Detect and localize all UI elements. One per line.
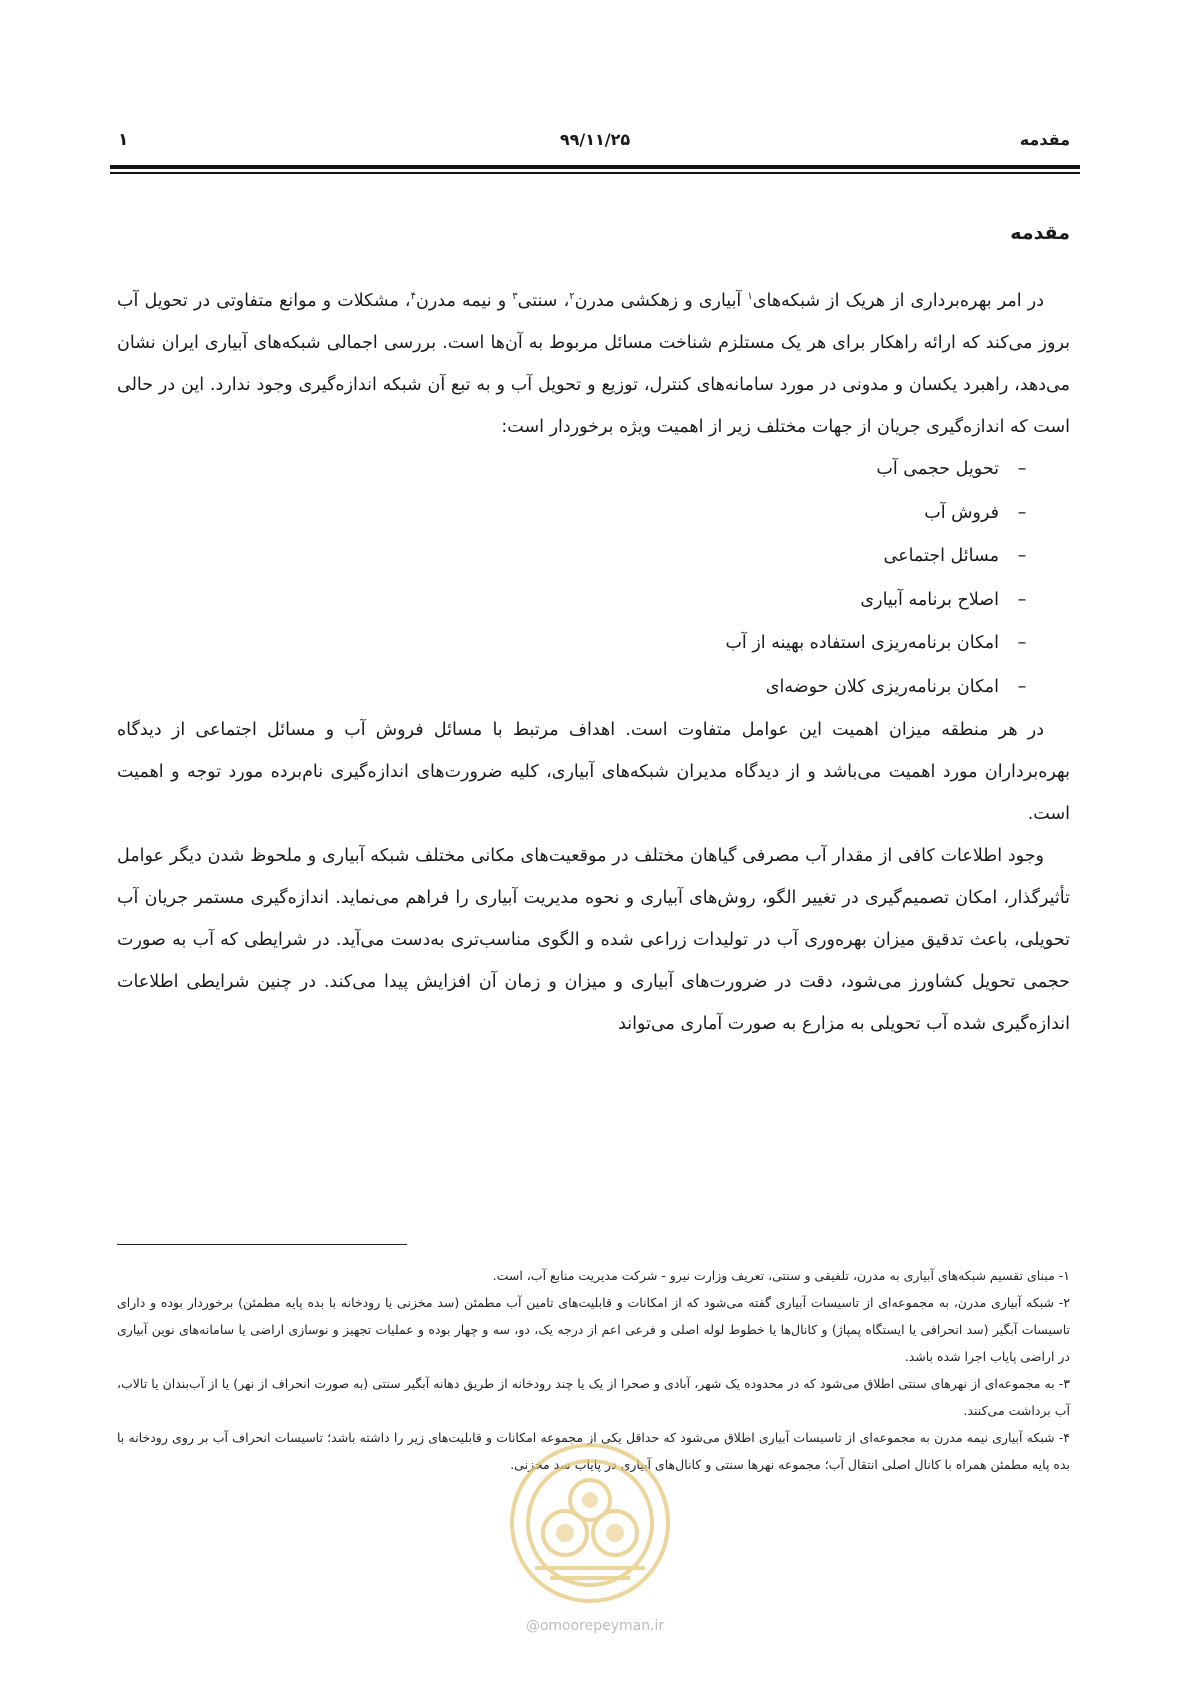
bullet-text: امکان برنامه‌ریزی کلان حوضه‌ای (765, 676, 999, 697)
p1-text-5: ، مشکلات و موانع متفاوتی در تحویل آب بروز می‌کند که ارائه راهکار برای هر یک مستلزم شناخت مسائل مربوط به آن‌ها است. بررسی اجمالی شبکه‌های آبیاری ایران نشان می‌دهد، راهبرد یکسان و مدونی در مورد سامانه‌های کنترل، توزیع و تحویل آب و به تبع آن شبکه اندازه‌گیری وجود ندارد. این در حالی است که اندازه‌گیری جریان از جهات مختلف زیر از اهمیت ویژه برخوردار است: (117, 291, 1070, 437)
footnote-ref-3: ۳ (512, 291, 518, 303)
section-heading: مقدمه (1010, 222, 1070, 244)
footnote-2: ۲- شبکه آبیاری مدرن، به مجموعه‌ای از تاسیسات آبیاری گفته می‌شود که از امکانات و قابلیت‌های تامین آب مطمئن (سد مخزنی یا رودخانه با بده پایه مطمئن) برخوردار بوده و دارای تاسیسات آبگیر (سد انحرافی یا ایستگاه پمپاژ) و کانال‌ها یا خطوط لوله اصلی و فرعی اعم از درجه یک، دو، سه و چهار بوده و عملیات تجهیز و نوسازی اراضی یا سامانه‌های نوین آبیاری در اراضی پایاب اجرا شده باشد. (117, 1295, 1070, 1364)
bullet-text: امکان برنامه‌ریزی استفاده بهینه از آب (725, 633, 999, 653)
bullet-item (117, 579, 1033, 623)
footnote-ref-4: ۴ (410, 291, 416, 303)
footnote-ref-2: ۲ (569, 291, 575, 303)
header-rule-thick (110, 165, 1080, 169)
header-rule-thin (110, 172, 1080, 174)
bullet-dash: – (1017, 676, 1027, 697)
p1-text-2: آبیاری و زهکشی مدرن (574, 291, 748, 311)
watermark-seal-icon (505, 1438, 675, 1608)
paragraph-2: در هر منطقه میزان اهمیت این عوامل متفاوت است. اهداف مرتبط با مسائل فروش آب و مسائل اجتماعی از دیدگاه بهره‌برداران مورد اهمیت می‌باشد و از دیدگاه مدیران شبکه‌های آبیاری، کلیه ضرورت‌های اندازه‌گیری نام‌برده مورد توجه و اهمیت است. (117, 720, 1070, 824)
bullet-item (117, 666, 1033, 710)
bullet-text: اصلاح برنامه آبیاری (860, 589, 999, 610)
footnote-4: ۴- شبکه آبیاری نیمه مدرن به مجموعه‌ای از تاسیسات آبیاری اطلاق می‌شود که حداقل یکی از مجموعه امکانات و قابلیت‌های زیر را داشته باشد؛ تاسیسات انحراف آب بر روی رودخانه با بده پایه مطمئن همراه با کانال اصلی انتقال آب؛ مجموعه نهرها سنتی و کانال‌های آبیاری در پایاب سد مخزنی. (117, 1430, 1070, 1472)
bullet-dash: – (1017, 546, 1027, 566)
footnote-3: ۳- به مجموعه‌ای از نهرهای سنتی اطلاق می‌شود که در محدوده یک شهر، آبادی و صحرا از یک یا چند رودخانه از طریق دهانه آبگیر سنتی (به صورت انحراف از نهر) یا از آب‌بندان یا تالاب، آب برداشت می‌کنند. (117, 1376, 1070, 1418)
bullet-dash: – (1017, 589, 1027, 610)
footnote-1: ۱- مبنای تقسیم شبکه‌های آبیاری به مدرن، تلفیقی و سنتی، تعریف وزارت نیرو - شرکت مدیریت منابع آب، است. (492, 1268, 1070, 1283)
paragraph-3: وجود اطلاعات کافی از مقدار آب مصرفی گیاهان مختلف در موقعیت‌های مکانی مختلف شبکه آبیاری و ملحوظ شدن دیگر عوامل تأثیرگذار، امکان تصمیم‌گیری در تغییر الگو، روش‌های آبیاری و نحوه مدیریت آبیاری را فراهم می‌نماید. اندازه‌گیری مستمر جریان آب تحویلی، باعث تدقیق میزان بهره‌وری آب در تولیدات زراعی شده و الگوی مناسب‌تری به‌دست می‌آید. در شرایطی که آب به صورت حجمی تحویل کشاورز می‌شود، دقت در ضرورت‌های آبیاری و میزان و زمان آن افزایش پیدا می‌کند. در چنین شرایطی اطلاعات اندازه‌گیری شده آب تحویلی به مزارع به صورت آماری می‌تواند (117, 846, 1070, 1034)
bullet-dash: – (1017, 633, 1027, 653)
bullet-item (117, 448, 1033, 492)
bullet-dash: – (1017, 502, 1027, 523)
bullet-item (117, 492, 1033, 536)
footnote-ref-1: ۱ (747, 291, 753, 303)
bullet-item (117, 622, 1033, 666)
bullet-dash: – (1017, 459, 1027, 479)
body-text (117, 280, 1070, 1045)
bullet-text: تحویل حجمی آب (876, 459, 999, 479)
bullet-text: مسائل اجتماعی (883, 546, 999, 566)
bullet-item (117, 535, 1033, 579)
watermark-text: @omoorepeyman.ir (525, 1618, 665, 1634)
footnote-separator (117, 1244, 407, 1245)
page-number: ۱ (118, 130, 129, 150)
bullet-text: فروش آب (924, 502, 999, 523)
header-title: مقدمه (1019, 130, 1070, 149)
header-date: ۹۹/۱۱/۲۵ (559, 130, 631, 149)
bullet-list (117, 448, 1070, 709)
p1-text-1: در امر بهره‌برداری از هریک از شبکه‌های (752, 291, 1044, 311)
p1-text-4: و نیمه مدرن (415, 291, 513, 311)
p1-text-3: ، سنتی (517, 291, 570, 311)
paragraph-1 (117, 280, 1070, 448)
